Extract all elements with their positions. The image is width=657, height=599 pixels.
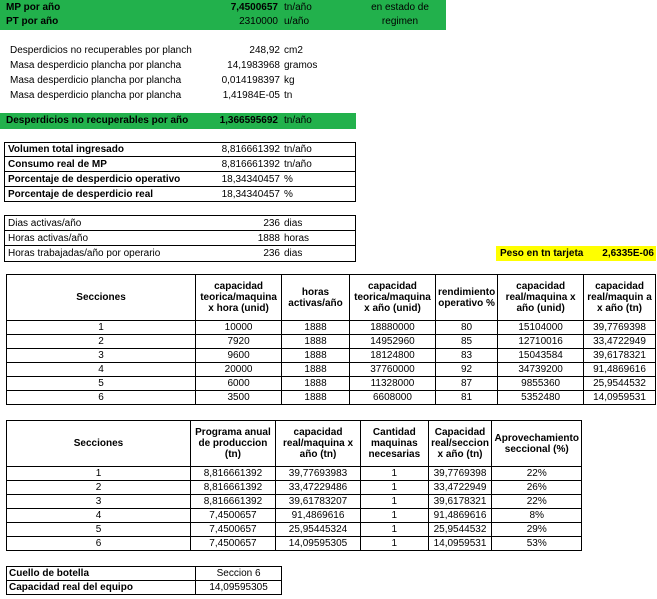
table-row <box>7 581 282 595</box>
table-cell: 2 <box>7 481 191 495</box>
volumen-value-2: 8,816661392 <box>221 159 280 170</box>
table-header-cell: capacidad real/maquin a x año (tn) <box>584 275 656 321</box>
table-cell: 33,4722949 <box>428 481 492 495</box>
table-header-cell: capacidad teorica/maquina x hora (unid) <box>196 275 282 321</box>
table-cell: 1 <box>361 481 428 495</box>
dias-unit-2: horas <box>284 233 310 244</box>
volumen-unit-2: tn/año <box>284 159 312 170</box>
table-cell: 25,9544532 <box>584 377 656 391</box>
mp-label: MP por año <box>6 2 61 13</box>
volumen-label-1: Volumen total ingresado <box>8 144 124 155</box>
table-cell: 20000 <box>196 363 282 377</box>
volumen-label-4: Porcentaje de desperdicio real <box>8 189 154 200</box>
table-header-cell: Aprovechamiento seccional (%) <box>492 421 582 467</box>
table-cell: 81 <box>435 391 497 405</box>
table-cell: 39,6178321 <box>428 495 492 509</box>
table-cell: 91,4869616 <box>275 509 360 523</box>
desperdicio-label-2: Masa desperdicio plancha por plancha <box>10 60 182 71</box>
table-cell: 53% <box>492 537 582 551</box>
table-cell: 15104000 <box>498 321 584 335</box>
table-cell: 33,47229486 <box>275 481 360 495</box>
table-cell: 14,0959531 <box>584 391 656 405</box>
table-row <box>7 481 582 495</box>
table-cell: 1 <box>361 509 428 523</box>
table-cell: 29% <box>492 523 582 537</box>
desperdicio-unit-1: cm2 <box>284 45 303 56</box>
table-cell: 14,0959531 <box>428 537 492 551</box>
table-cell: 5 <box>7 523 191 537</box>
table-cell: 1888 <box>282 349 350 363</box>
table-header-row <box>7 421 582 467</box>
table-cell: 39,7769398 <box>584 321 656 335</box>
volumen-divider <box>4 186 356 187</box>
table-cell: 7,4500657 <box>190 509 275 523</box>
table-header-cell: Cantidad maquinas necesarias <box>361 421 428 467</box>
mp-value: 7,4500657 <box>230 2 278 13</box>
desperdicio-unit-2: gramos <box>284 60 318 71</box>
table-cell: 8,816661392 <box>190 467 275 481</box>
pt-unit: u/año <box>284 16 310 27</box>
table-cell: 39,61783207 <box>275 495 360 509</box>
dias-label-1: Dias activas/año <box>8 218 82 229</box>
table-cell: 11328000 <box>349 377 435 391</box>
table-header-cell: capacidad real/maquina x año (tn) <box>275 421 360 467</box>
table-cell: 1888 <box>282 391 350 405</box>
table-row <box>7 391 656 405</box>
table-cell: 83 <box>435 349 497 363</box>
table-cell: 39,7769398 <box>428 467 492 481</box>
table-cell: 26% <box>492 481 582 495</box>
table-cell: 92 <box>435 363 497 377</box>
pt-value: 2310000 <box>239 16 278 27</box>
table-cell: 22% <box>492 495 582 509</box>
dias-value-3: 236 <box>263 248 280 259</box>
table-cell: 22% <box>492 467 582 481</box>
status-line-2: regimen <box>381 16 419 27</box>
table-cell: 25,95445324 <box>275 523 360 537</box>
table-cell: 3 <box>7 495 191 509</box>
desperdicio-unit-4: tn <box>284 90 293 101</box>
table-cell: 1888 <box>282 335 350 349</box>
desperdicio-label-1: Desperdicios no recuperables por planch <box>10 45 192 56</box>
table-cell: 3500 <box>196 391 282 405</box>
table-cell: 8% <box>492 509 582 523</box>
table-cell: 5 <box>7 377 196 391</box>
desperdicio-value-3: 0,014198397 <box>221 75 280 86</box>
anual-value: 1,366595692 <box>219 115 278 126</box>
table-cell: 80 <box>435 321 497 335</box>
volumen-value-4: 18,34340457 <box>221 189 280 200</box>
table-header-cell: capacidad teorica/maquina x año (unid) <box>349 275 435 321</box>
table-row <box>7 335 656 349</box>
table-cell: 25,9544532 <box>428 523 492 537</box>
table-cell: 1 <box>361 467 428 481</box>
table-cell: 8,816661392 <box>190 495 275 509</box>
peso-value: 2,6335E-06 <box>602 248 654 259</box>
pt-label: PT por año <box>6 16 59 27</box>
table-cell: 14,09595305 <box>275 537 360 551</box>
dias-value-2: 1888 <box>257 233 280 244</box>
table-cell: 7,4500657 <box>190 523 275 537</box>
capacidad-equipo-value: 14,09595305 <box>196 581 282 595</box>
desperdicio-value-1: 248,92 <box>249 45 280 56</box>
table-cell: 1 <box>361 495 428 509</box>
table-cell: 37760000 <box>349 363 435 377</box>
anual-label: Desperdicios no recuperables por año <box>6 115 189 126</box>
table-row <box>7 523 582 537</box>
dias-unit-1: dias <box>284 218 303 229</box>
table-cell: 39,6178321 <box>584 349 656 363</box>
table-cell: 15043584 <box>498 349 584 363</box>
table-cell: 1888 <box>282 377 350 391</box>
table-row <box>7 321 656 335</box>
cuello-table <box>6 566 282 595</box>
dias-divider <box>4 245 356 246</box>
volumen-unit-4: % <box>284 189 293 200</box>
table-cell: 1 <box>7 321 196 335</box>
table-cell: 9855360 <box>498 377 584 391</box>
table-cell: 6608000 <box>349 391 435 405</box>
capacidad-equipo-label: Capacidad real del equipo <box>7 581 196 595</box>
cuello-value: Seccion 6 <box>196 567 282 581</box>
table-cell: 10000 <box>196 321 282 335</box>
table-cell: 12710016 <box>498 335 584 349</box>
aprovechamiento-table <box>6 420 582 551</box>
desperdicio-unit-3: kg <box>284 75 295 86</box>
table-header-cell: Secciones <box>7 275 196 321</box>
mp-unit: tn/año <box>284 2 312 13</box>
volumen-divider <box>4 156 356 157</box>
table-cell: 6000 <box>196 377 282 391</box>
table-row <box>7 509 582 523</box>
table-cell: 7,4500657 <box>190 537 275 551</box>
peso-label: Peso en tn tarjeta <box>500 248 584 259</box>
table-row <box>7 495 582 509</box>
desperdicio-label-4: Masa desperdicio plancha por plancha <box>10 90 182 101</box>
dias-value-1: 236 <box>263 218 280 229</box>
desperdicio-label-3: Masa desperdicio plancha por plancha <box>10 75 182 86</box>
dias-label-2: Horas activas/año <box>8 233 89 244</box>
table-row <box>7 377 656 391</box>
volumen-label-3: Porcentaje de desperdicio operativo <box>8 174 181 185</box>
table-cell: 9600 <box>196 349 282 363</box>
volumen-unit-3: % <box>284 174 293 185</box>
table-cell: 18880000 <box>349 321 435 335</box>
table-cell: 1888 <box>282 363 350 377</box>
table-cell: 91,4869616 <box>428 509 492 523</box>
table-row <box>7 467 582 481</box>
table-cell: 4 <box>7 363 196 377</box>
table-cell: 87 <box>435 377 497 391</box>
table-header-cell: Programa anual de produccion (tn) <box>190 421 275 467</box>
dias-label-3: Horas trabajadas/año por operario <box>8 248 161 259</box>
dias-unit-3: dias <box>284 248 303 259</box>
dias-divider <box>4 230 356 231</box>
table-cell: 85 <box>435 335 497 349</box>
table-cell: 18124800 <box>349 349 435 363</box>
table-cell: 8,816661392 <box>190 481 275 495</box>
table-cell: 1 <box>361 537 428 551</box>
table-header-cell: Secciones <box>7 421 191 467</box>
table-cell: 1 <box>361 523 428 537</box>
desperdicio-value-4: 1,41984E-05 <box>222 90 280 101</box>
table-header-cell: horas activas/año <box>282 275 350 321</box>
volumen-value-3: 18,34340457 <box>221 174 280 185</box>
table-cell: 33,4722949 <box>584 335 656 349</box>
table-cell: 14952960 <box>349 335 435 349</box>
table-header-row <box>7 275 656 321</box>
table-cell: 1 <box>7 467 191 481</box>
desperdicio-value-2: 14,1983968 <box>227 60 280 71</box>
anual-unit: tn/año <box>284 115 312 126</box>
table-cell: 1888 <box>282 321 350 335</box>
cuello-label: Cuello de botella <box>7 567 196 581</box>
capacidad-table <box>6 274 656 405</box>
table-cell: 7920 <box>196 335 282 349</box>
table-row <box>7 567 282 581</box>
table-header-cell: rendimiento operativo % <box>435 275 497 321</box>
table-cell: 2 <box>7 335 196 349</box>
table-cell: 4 <box>7 509 191 523</box>
volumen-unit-1: tn/año <box>284 144 312 155</box>
table-cell: 91,4869616 <box>584 363 656 377</box>
table-row <box>7 349 656 363</box>
table-cell: 6 <box>7 391 196 405</box>
volumen-label-2: Consumo real de MP <box>8 159 107 170</box>
table-row <box>7 537 582 551</box>
table-header-cell: capacidad real/maquina x año (unid) <box>498 275 584 321</box>
table-cell: 34739200 <box>498 363 584 377</box>
table-cell: 39,77693983 <box>275 467 360 481</box>
table-cell: 6 <box>7 537 191 551</box>
table-row <box>7 363 656 377</box>
table-cell: 5352480 <box>498 391 584 405</box>
table-cell: 3 <box>7 349 196 363</box>
volumen-value-1: 8,816661392 <box>221 144 280 155</box>
status-line-1: en estado de <box>371 2 429 13</box>
table-header-cell: Capacidad real/seccion x año (tn) <box>428 421 492 467</box>
volumen-divider <box>4 171 356 172</box>
